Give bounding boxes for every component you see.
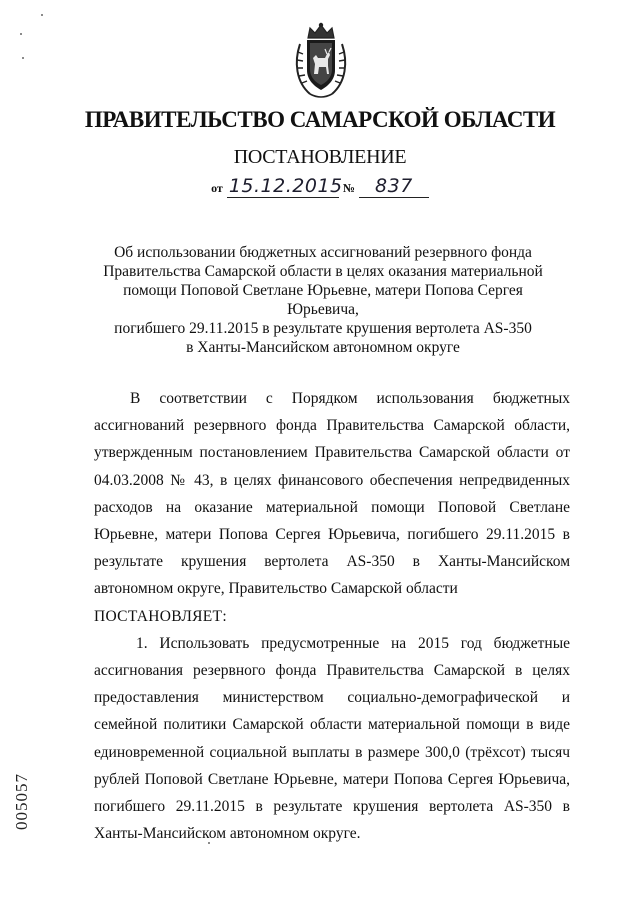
handwritten-number: 837 (359, 175, 429, 198)
document-body (94, 385, 570, 847)
handwritten-date: 15.12.2015 (228, 175, 343, 197)
subject-line: в Ханты-Мансийском автономном округе (186, 339, 460, 356)
subject-line: Об использовании бюджетных ассигнований резервного фонда (114, 244, 532, 261)
scan-speck (41, 14, 43, 16)
subject-line: погибшего 29.11.2015 в результате крушения вертолета AS-350 (114, 320, 532, 337)
subject-line: Правительства Самарской области в целях оказания материальной (103, 263, 543, 280)
item-1-paragraph: 1. Использовать предусмотренные на 2015 год бюджетные ассигнования резервного фонда Правительства Самарской в целях предоставления министерством социально-демографической и семейной политики Самарской области материальной помощи в виде единовременной социальной выплаты в размере 300,0 (трёхсот) тысяч рублей Поповой Светлане Юрьевне, матери Попова Сергея Юрьевича, погибшего 29.11.2015 в результате крушения вертолета AS-350 в Ханты-Мансийском автономном округе. (94, 634, 570, 843)
scan-speck (20, 33, 22, 35)
scan-speck (208, 842, 210, 844)
preamble-paragraph: В соответствии с Порядком использования бюджетных ассигнований резервного фонда Правительства Самарской области, утвержденным постановлением Правительства Самарской области от 04.03.2008 № 43, в целях финансового обеспечения непредвиденных расходов на оказание материальной помощи Поповой Светлане Юрьевне, матери Попова Сергея Юрьевича, погибшего 29.11.2015 в результате крушения вертолета AS-350 в Ханты-Мансийском автономном округе, Правительство Самарской области (94, 390, 570, 598)
number-label: № (342, 181, 355, 195)
organization-title: ПРАВИТЕЛЬСТВО САМАРСКОЙ ОБЛАСТИ (84, 107, 556, 132)
date-label: от (211, 181, 223, 195)
document-type: ПОСТАНОВЛЕНИЕ (233, 146, 407, 168)
subject-line: помощи Поповой Светлане Юрьевне, матери Попова Сергея Юрьевича, (123, 282, 523, 318)
document-subject (100, 243, 546, 357)
date-number-line (0, 175, 640, 198)
margin-stamp-number: 005057 (12, 773, 31, 830)
samara-coat-of-arms-icon (292, 22, 350, 100)
scan-speck (22, 57, 24, 59)
decree-word: ПОСТАНОВЛЯЕТ: (94, 607, 227, 625)
